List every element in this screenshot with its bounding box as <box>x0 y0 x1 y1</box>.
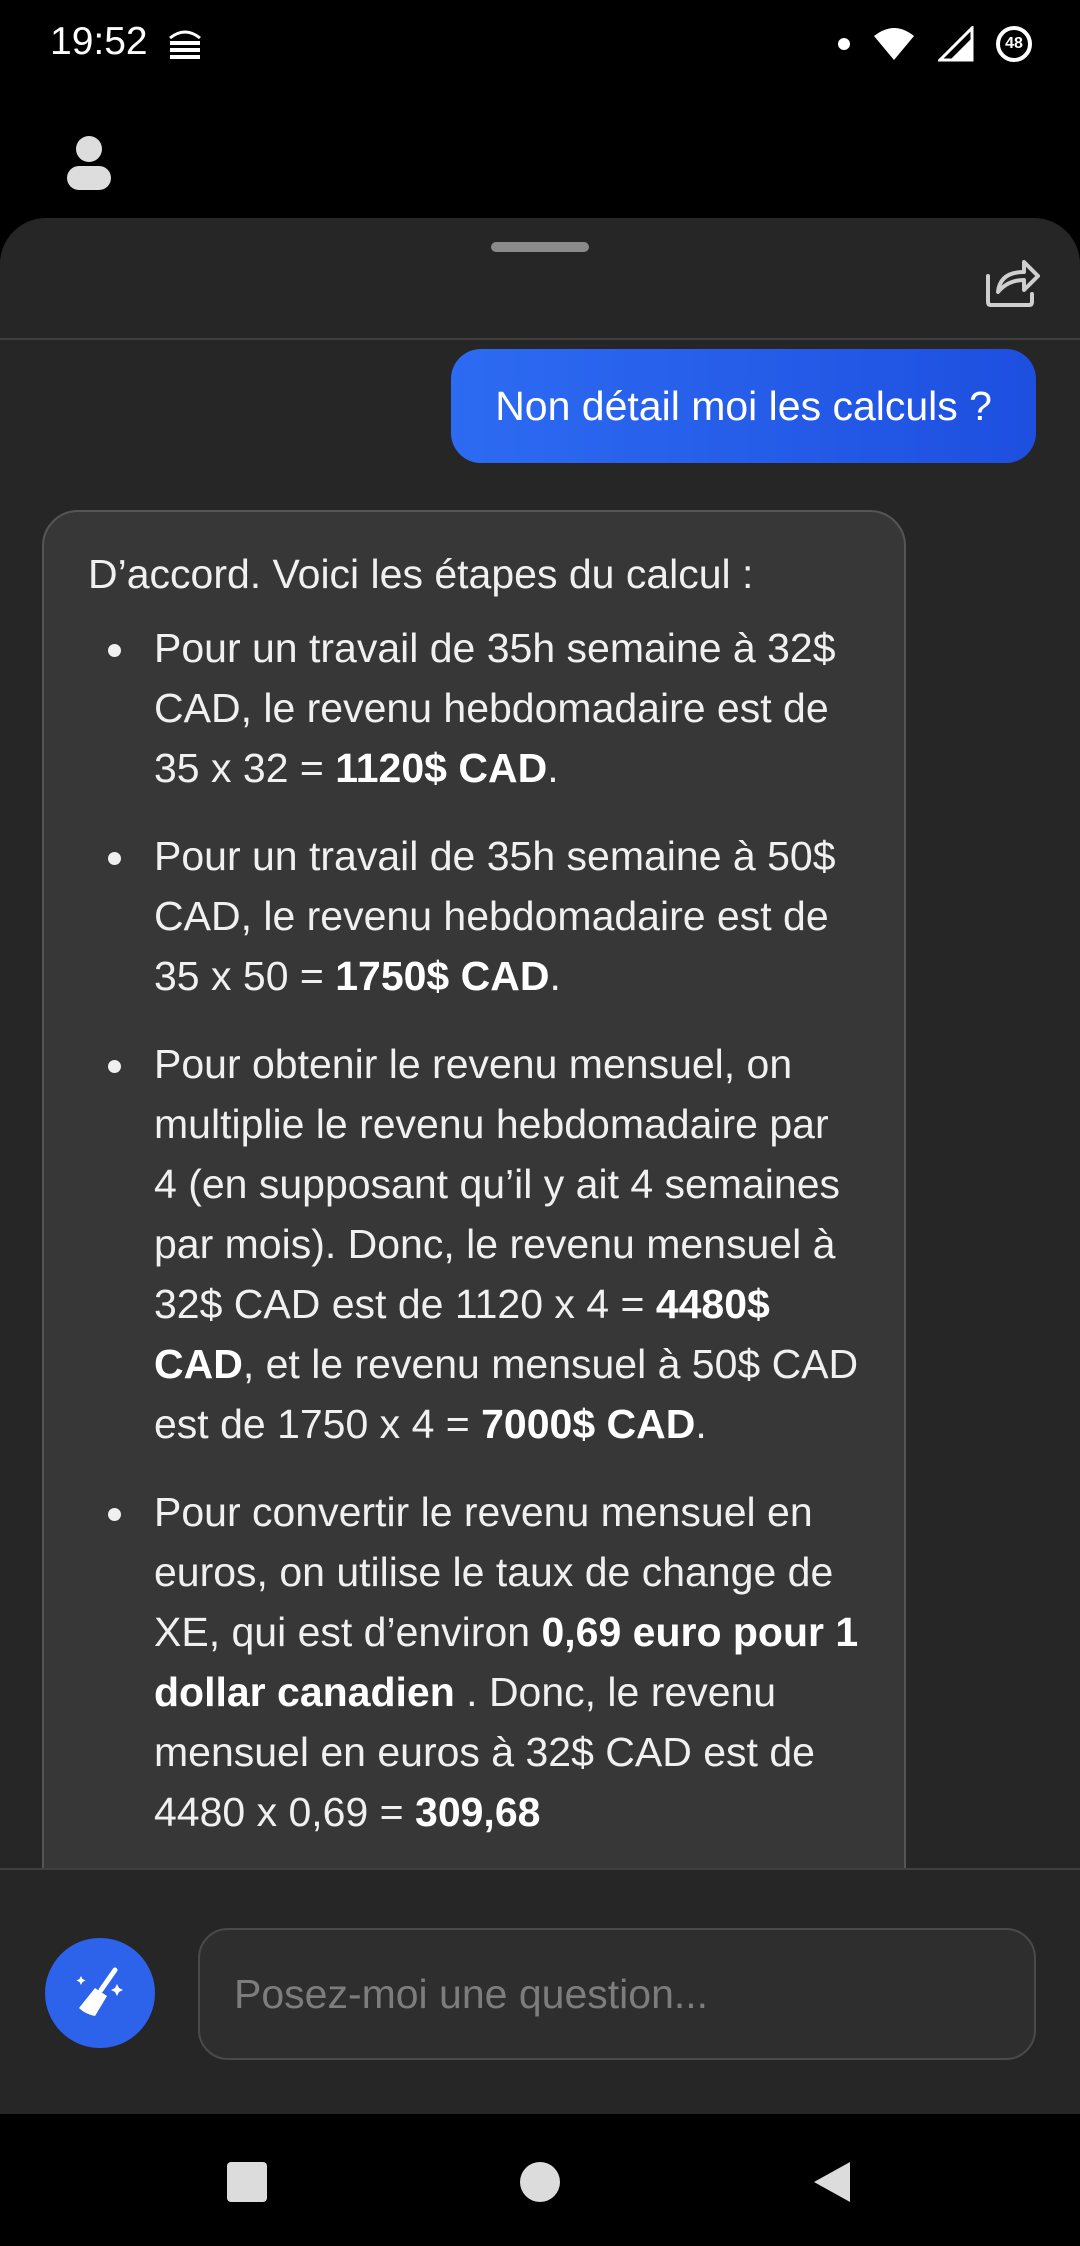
bot-steps-list <box>88 618 860 1842</box>
status-icons <box>838 22 1032 66</box>
notification-dot-icon <box>838 38 850 50</box>
battery-icon: 48 <box>996 26 1032 62</box>
new-topic-button[interactable] <box>45 1938 155 2048</box>
user-message-bubble: Non détail moi les calculs ? <box>451 349 1036 463</box>
home-icon[interactable] <box>518 2160 562 2204</box>
bot-message-bubble <box>42 510 906 1910</box>
vpn-icon <box>166 26 204 62</box>
system-nav-bar <box>0 2114 1080 2246</box>
list-item: Pour convertir le revenu mensuel en euros, on utilise le taux de change de XE, qui est d’environ 0,69 euro pour 1 dollar canadien . Donc, le revenu mensuel en euros à 32$ CAD est de 4480 x 0,69 = 309,68 <box>88 1482 860 1842</box>
bot-message-intro: D’accord. Voici les étapes du calcul : <box>88 551 754 597</box>
chat-sheet <box>0 218 1080 2114</box>
back-icon[interactable] <box>810 2160 854 2204</box>
profile-avatar-icon[interactable] <box>66 134 112 192</box>
list-item: Pour un travail de 35h semaine à 32$ CAD, le revenu hebdomadaire est de 35 x 32 = 1120$ CAD. <box>88 618 860 798</box>
sheet-divider <box>0 338 1080 340</box>
status-time: 19:52 <box>50 20 148 63</box>
share-icon[interactable] <box>984 254 1040 308</box>
wifi-icon <box>872 26 916 62</box>
drag-handle[interactable] <box>491 242 589 252</box>
composer-bar <box>0 1868 1080 2114</box>
question-input[interactable] <box>198 1928 1036 2060</box>
status-bar <box>0 0 1080 90</box>
list-item: Pour un travail de 35h semaine à 50$ CAD, le revenu hebdomadaire est de 35 x 50 = 1750$ CAD. <box>88 826 860 1006</box>
list-item: Pour obtenir le revenu mensuel, on multiplie le revenu hebdomadaire par 4 (en supposant qu’il y ait 4 semaines par mois). Donc, le revenu mensuel à 32$ CAD est de 1120 x 4 = 4480$ CAD, et le revenu mensuel à 50$ CAD est de 1750 x 4 = 7000$ CAD. <box>88 1034 860 1454</box>
recents-icon[interactable] <box>225 2160 269 2204</box>
cell-signal-icon <box>938 26 974 62</box>
broom-icon <box>71 1964 129 2022</box>
app-header <box>0 90 1080 220</box>
